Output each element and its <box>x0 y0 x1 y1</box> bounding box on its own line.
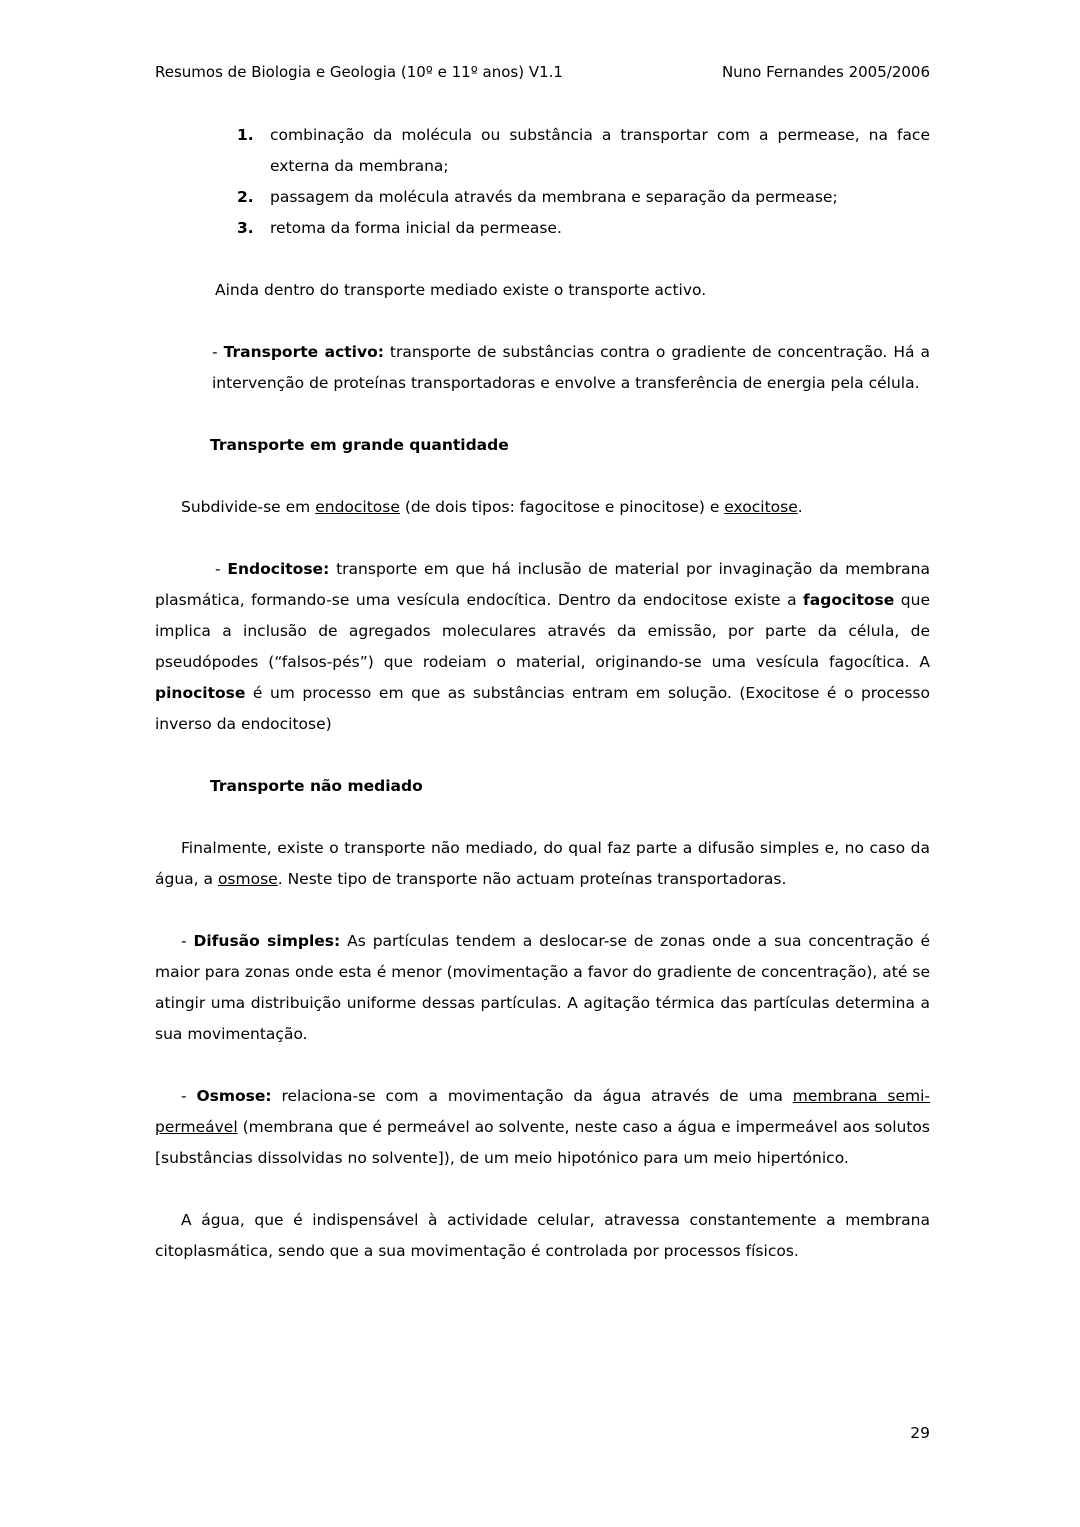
text-run: transporte de substâncias contra o gradiente de concentração. Há a intervenção de proteínas transportadoras e envolve a transferência de energia pela célula. <box>212 343 930 392</box>
paragraph-transporte-activo <box>212 337 930 399</box>
text-run: que implica a inclusão de agregados moleculares através da emissão, por parte da célula, de pseudópodes (“falsos-pés”) que rodeiam o material, originando-se uma vesícula fagocítica. A <box>155 591 930 671</box>
bold-run: Osmose: <box>196 1087 272 1105</box>
page-number: 29 <box>910 1424 930 1442</box>
paragraph-osmose <box>155 1081 930 1174</box>
bold-run: Endocitose: <box>227 560 330 578</box>
text-run: - <box>181 1087 197 1105</box>
paragraph-endocitose <box>155 554 930 740</box>
text-run: (de dois tipos: fagocitose e pinocitose) e <box>399 498 725 516</box>
underline-run: exocitose <box>724 498 798 516</box>
paragraph-finalmente <box>155 833 930 895</box>
list-item-text: combinação da molécula ou substância a transportar com a permease, na face externa da membrana; <box>270 126 930 175</box>
numbered-list <box>237 120 930 244</box>
heading-transporte-nao-mediado: Transporte não mediado <box>210 777 423 795</box>
header-author: Nuno Fernandes 2005/2006 <box>721 63 930 81</box>
list-item <box>237 120 930 182</box>
text-run: . <box>797 498 803 516</box>
underline-run: endocitose <box>315 498 400 516</box>
bold-run: fagocitose <box>803 591 895 609</box>
list-item-number: 1. <box>237 126 254 144</box>
text-run: Subdivide-se em <box>181 498 316 516</box>
text-run: . Neste tipo de transporte não actuam proteínas transportadoras. <box>277 870 787 888</box>
bold-run: pinocitose <box>155 684 246 702</box>
list-item <box>237 213 930 244</box>
list-item-text: retoma da forma inicial da permease. <box>270 219 562 237</box>
underline-run: osmose <box>217 870 278 888</box>
header-title: Resumos de Biologia e Geologia (10º e 11º anos) V1.1 <box>155 63 563 81</box>
paragraph-agua: A água, que é indispensável à actividade celular, atravessa constantemente a membrana citoplasmática, sendo que a sua movimentação é controlada por processos físicos. <box>155 1211 930 1260</box>
list-item <box>237 182 930 213</box>
text-run: Finalmente, existe o transporte não mediado, do qual faz parte a difusão simples e, no caso da água, a <box>155 839 930 888</box>
text-run: relaciona-se com a movimentação da água através de uma <box>271 1087 793 1105</box>
bold-run: Transporte activo: <box>223 343 384 361</box>
paragraph-difusao-simples <box>155 926 930 1050</box>
text-run: - <box>212 343 224 361</box>
paragraph-subdivide <box>155 492 930 523</box>
list-item-text: passagem da molécula através da membrana e separação da permease; <box>270 188 838 206</box>
list-item-number: 2. <box>237 188 254 206</box>
text-run: transporte em que há inclusão de material por invaginação da membrana plasmática, formando-se uma vesícula endocítica. Dentro da endocitose existe a <box>155 560 930 609</box>
heading-transporte-grande-quantidade: Transporte em grande quantidade <box>210 436 509 454</box>
document-content <box>155 120 930 1267</box>
bold-run: Difusão simples: <box>193 932 341 950</box>
underline-run: membrana semi-permeável <box>155 1087 930 1136</box>
page-header <box>155 62 930 82</box>
text-run: é um processo em que as substâncias entram em solução. (Exocitose é o processo inverso da endocitose) <box>155 684 930 733</box>
text-run: As partículas tendem a deslocar-se de zonas onde a sua concentração é maior para zonas onde esta é menor (movimentação a favor do gradiente de concentração), até se atingir uma distribuição uniforme dessas partículas. A agitação térmica das partículas determina a sua movimentação. <box>155 932 930 1043</box>
paragraph-ainda-transporte-mediado: Ainda dentro do transporte mediado existe o transporte activo. <box>215 281 707 299</box>
text-run: (membrana que é permeável ao solvente, neste caso a água e impermeável aos solutos [substâncias dissolvidas no solvente]), de um meio hipotónico para um meio hipertónico. <box>155 1118 930 1167</box>
text-run: - <box>181 932 194 950</box>
text-run: - <box>215 560 228 578</box>
list-item-number: 3. <box>237 219 254 237</box>
